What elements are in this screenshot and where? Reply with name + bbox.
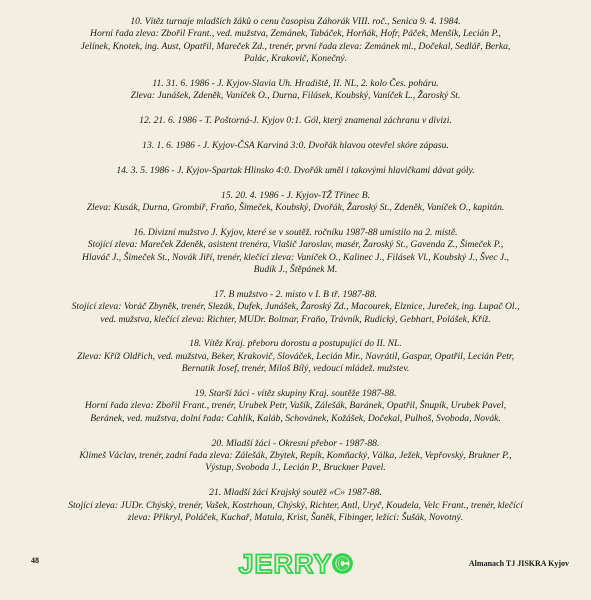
caption-13 bbox=[14, 140, 577, 152]
caption-line: Palác, Krakovič, Konečný. bbox=[243, 53, 348, 65]
caption-line: Stojící zleva: Voráč Zbyněk, trenér, Slezák, Dufek, Junášek, Žaroský Zd., Macourek, Elznice, Jureček, ing. Lupač Ol., bbox=[71, 301, 520, 313]
caption-line: 14. 3. 5. 1986 - J. Kyjov-Spartak Hlinsko 4:0. Dvořák uměl i takovými hlavičkami dávat góly. bbox=[116, 164, 475, 176]
caption-line: Klimeš Václav, trenér, zadní řada zleva: Zálešák, Zbytek, Repík, Komňacký, Válka, Ježek, Vepřovský, Brukner P., bbox=[79, 450, 512, 462]
caption-line: Výstup, Svoboda J., Lecián P., Bruckner Pavel. bbox=[205, 462, 386, 474]
caption-17 bbox=[14, 289, 577, 326]
caption-18 bbox=[14, 338, 577, 375]
caption-21 bbox=[14, 487, 577, 524]
caption-line: Stojící zleva: JUDr. Chýský, trenér, Vašek, Kostrhoun, Chýský, Richter, Antl, Uryč, Koudela, Velc Frant., trenér, klečící bbox=[68, 499, 523, 511]
caption-line: Beránek, ved. mužstva, dolní řada: Cahlík, Kaláb, Schovánek, Kožášek, Dočekal, Pulhoš, Svoboda, Novák. bbox=[90, 412, 501, 424]
caption-line: 20. Mladší žáci - Okresní přebor - 1987-88. bbox=[211, 437, 380, 449]
caption-15 bbox=[14, 190, 577, 215]
caption-line: 21. Mladší žáci Krajský soutěž «C» 1987-88. bbox=[209, 487, 382, 499]
page-number: 48 bbox=[31, 556, 39, 565]
caption-line: Stojící zleva: Mareček Zdeněk, asistent trenéra, Vlašič Jaroslav, masér, Žaroský St., Gavenda Z., Šimeček P., bbox=[87, 239, 504, 251]
almanac-title: Almanach TJ JISKRA Kyjov bbox=[468, 559, 569, 568]
caption-10 bbox=[14, 16, 577, 66]
caption-12 bbox=[14, 115, 577, 127]
caption-line: Zleva: Kusák, Durna, Grombíř, Fraňo, Šimeček, Koubský, Dvořák, Žaroský St., Zdeněk, Vaníček O., kapitán. bbox=[86, 202, 505, 214]
caption-line: 16. Divizní mužstvo J. Kyjov, které se v soutěž. ročníku 1987-88 umístilo na 2. místě. bbox=[133, 226, 458, 238]
caption-line: Jelínek, Knotek, ing. Aust, Opatřil, Mareček Zd., trenér, první řada zleva: Zemánek ml., Dočekal, Sedlář, Berka, bbox=[80, 40, 511, 52]
caption-line: Bernatík Josef, trenér, Miloš Bílý, vedoucí mládež. mužstev. bbox=[181, 363, 410, 375]
caption-line: 13. 1. 6. 1986 - J. Kyjov-ČSA Karviná 3:0. Dvořák hlavou otevřel skóre zápasu. bbox=[142, 140, 449, 152]
caption-14 bbox=[14, 165, 577, 177]
caption-16 bbox=[14, 227, 577, 277]
caption-line: 15. 20. 4. 1986 - J. Kyjov-TŽ Třinec B. bbox=[221, 189, 370, 201]
caption-line: 11. 31. 6. 1986 - J. Kyjov-Slavia Uh. Hradiště, II. NL, 2. kolo Čes. poháru. bbox=[152, 78, 439, 90]
caption-line: ved. mužstva, klečící zleva: Richter, MUDr. Boltnar, Fraňo, Trávník, Rudický, Gebhart, Polášek, Kříž. bbox=[100, 313, 491, 325]
caption-line: Horní řada zleva: Zbořil Frant., trenér, Urubek Petr, Vašík, Zálešák, Baránek, Opatřil, Šnupík, Urubek Pavel, bbox=[84, 400, 507, 412]
caption-line: 18. Vítěz Kraj. přeboru dorostu a postupující do II. NL. bbox=[189, 338, 402, 350]
caption-20 bbox=[14, 438, 577, 475]
caption-line: Zleva: Junášek, Zdeněk, Vaníček O., Durna, Filásek, Koubský, Vaníček L., Žaroský St. bbox=[130, 90, 461, 102]
caption-line: zleva: Přikryl, Poláček, Kuchař, Matula, Krist, Šaněk, Fibinger, ležící: Šušák, Novotný. bbox=[127, 512, 464, 524]
caption-19 bbox=[14, 388, 577, 425]
caption-line: 19. Starší žáci - vítěz skupiny Kraj. soutěže 1987-88. bbox=[194, 388, 397, 400]
jerry-logo bbox=[232, 548, 360, 578]
logo-wordmark: JERRY© bbox=[238, 549, 354, 578]
caption-line: 17. B mužstvo - 2. místo v I. B tř. 1987-88. bbox=[214, 288, 377, 300]
caption-line: Zleva: Kříž Oldřich, ved. mužstva, Beker, Krakovič, Slováček, Lecián Mir., Navrátil, Gaspar, Opatřil, Lecián Petr, bbox=[77, 350, 514, 362]
caption-line: 12. 21. 6. 1986 - T. Poštorná-J. Kyjov 0:1. Gól, který znamenal záchranu v divizi. bbox=[139, 115, 452, 127]
caption-line: 10. Vítěz turnaje mladších žáků o cenu časopisu Záhorák VIII. roč., Senica 9. 4. 1984. bbox=[130, 16, 461, 27]
caption-line: Budík J., Štěpánek M. bbox=[253, 264, 338, 276]
caption-line: Hlaváč J., Šimeček St., Novák Jiří, trenér, klečící zleva: Vaníček O., Kalinec J., Filásek Vl., Koubský J., Švec J., bbox=[82, 251, 509, 263]
photo-captions bbox=[14, 16, 577, 537]
caption-line: Horní řada zleva: Zbořil Frant., ved. mužstva, Zemánek, Tabáček, Horňák, Hofr, Páček, Menšík, Lecián P., bbox=[90, 28, 501, 40]
caption-11 bbox=[14, 78, 577, 103]
